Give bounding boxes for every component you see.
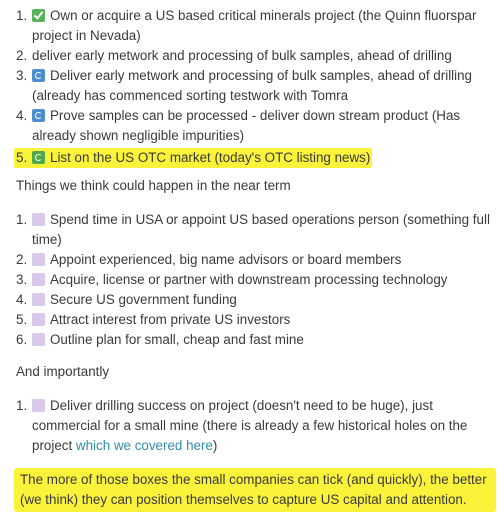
checkbox-icon	[32, 333, 45, 346]
closing-paragraph: The more of those boxes the small companies can tick (and quickly), the better (we think) they can position themselves to capture US capital and attention.	[20, 472, 487, 507]
list-item	[0, 46, 504, 66]
list-item	[0, 210, 504, 250]
list-item-text: Outline plan for small, cheap and fast mine	[50, 332, 304, 347]
list-item-text: Attract interest from private US investors	[50, 312, 291, 327]
important-list	[0, 396, 504, 456]
checkbox-icon	[32, 293, 45, 306]
cycle-icon	[32, 151, 45, 164]
list-item	[0, 290, 504, 310]
list-number: 6.	[16, 332, 28, 347]
list-item-text-end: )	[212, 438, 218, 453]
list-number: 5.	[16, 150, 28, 165]
list-number: 5.	[16, 312, 28, 327]
list-number: 3.	[16, 68, 28, 83]
checkbox-icon	[32, 273, 45, 286]
covered-here-link[interactable]: which we covered here	[75, 438, 213, 453]
list-item-text: List on the US OTC market (today's OTC listing news)	[50, 150, 371, 165]
importantly-paragraph: And importantly	[16, 364, 110, 379]
list-item-text: deliver early metwork and processing of bulk samples, ahead of drilling	[32, 48, 452, 63]
check-icon	[32, 9, 45, 22]
list-number: 1.	[16, 8, 28, 23]
near-term-paragraph: Things we think could happen in the near term	[16, 178, 291, 193]
list-item-text: Spend time in USA or appoint US based operations person (something full time)	[32, 212, 490, 247]
list-item-highlighted	[0, 148, 504, 170]
checkbox-icon	[32, 213, 45, 226]
checkbox-icon	[32, 399, 45, 412]
list-item-text: Own or acquire a US based critical minerals project (the Quinn fluorspar project in Nevada)	[32, 8, 477, 43]
list-item-text: Appoint experienced, big name advisors or board members	[50, 252, 402, 267]
closing-paragraph-highlighted	[14, 468, 496, 512]
list-number: 4.	[16, 108, 28, 123]
list-item-text: Secure US government funding	[50, 292, 237, 307]
checkbox-icon	[32, 313, 45, 326]
list-number: 2.	[16, 252, 28, 267]
list-item	[0, 270, 504, 290]
list-item-text: Deliver early metwork and processing of bulk samples, ahead of drilling (already has commenced sorting testwork with Tomra	[32, 68, 473, 103]
cycle-icon	[32, 109, 45, 122]
list-item	[0, 330, 504, 350]
list-item-text: Acquire, license or partner with downstream processing technology	[50, 272, 448, 287]
list-item	[0, 66, 504, 106]
list-number: 3.	[16, 272, 28, 287]
list-item	[0, 106, 504, 146]
list-item	[0, 396, 504, 456]
list-number: 1.	[16, 398, 28, 413]
checkbox-icon	[32, 253, 45, 266]
list-number: 2.	[16, 48, 28, 63]
list-item	[0, 250, 504, 270]
list-item-text: Prove samples can be processed - deliver down stream product (Has already shown negligible impurities)	[32, 108, 461, 143]
list-number: 4.	[16, 292, 28, 307]
progress-list	[0, 6, 504, 170]
cycle-icon	[32, 69, 45, 82]
near-term-list	[0, 210, 504, 350]
list-number: 1.	[16, 212, 28, 227]
list-item-text: Deliver drilling success on project (doesn't need to be huge), just commercial for a small mine (there is already a few historical holes on the project	[32, 398, 468, 453]
list-item	[0, 310, 504, 330]
list-item	[0, 6, 504, 46]
